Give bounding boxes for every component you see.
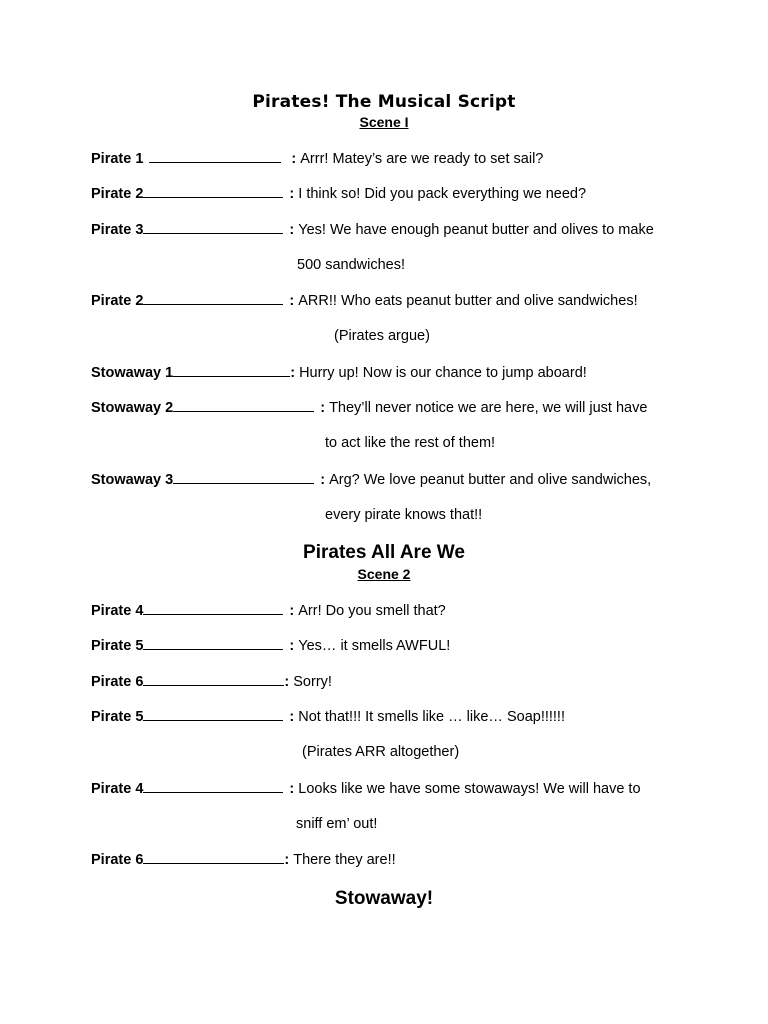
dialogue-text: Arg? We love peanut butter and olive sandwiches, xyxy=(329,472,652,488)
script-line: Pirate 6 : There they are!! xyxy=(91,849,728,869)
script-line: Pirate 4 : Arr! Do you smell that? xyxy=(91,600,728,620)
dialogue-text: They’ll never notice we are here, we will just have xyxy=(329,400,648,416)
dialogue-text: Sorry! xyxy=(293,674,332,690)
script-line: Pirate 5 : Not that!!! It smells like … like… Soap!!!!!! xyxy=(91,706,728,726)
name-blank xyxy=(143,600,283,615)
name-blank xyxy=(143,706,283,721)
dialogue-text: Yes! We have enough peanut butter and olives to make xyxy=(298,222,654,238)
speaker-name: Pirate 6 xyxy=(91,852,144,868)
dialogue-text: Not that!!! It smells like … like… Soap!!!!!! xyxy=(298,709,565,725)
speaker-name: Pirate 4 xyxy=(91,781,144,797)
script-line: Pirate 1 : Arrr! Matey’s are we ready to set sail? xyxy=(91,148,728,168)
script-line: Pirate 4 : Looks like we have some stowaways! We will have to xyxy=(91,778,728,798)
script-line: Stowaway 2 : They’ll never notice we are here, we will just have xyxy=(91,397,728,417)
name-blank xyxy=(143,290,283,305)
script-line: Stowaway 1 : Hurry up! Now is our chance to jump aboard! xyxy=(91,362,728,382)
script-line: Pirate 5 : Yes… it smells AWFUL! xyxy=(91,635,728,655)
name-blank xyxy=(143,183,283,198)
dialogue-continuation: sniff em’ out! xyxy=(296,816,378,832)
dialogue-text: I think so! Did you pack everything we need? xyxy=(298,186,587,202)
dialogue-continuation: every pirate knows that!! xyxy=(325,507,483,523)
dialogue-text: Arr! Do you smell that? xyxy=(298,603,446,619)
speaker-name: Stowaway 2 xyxy=(91,400,174,416)
page-title: Pirates! The Musical Script xyxy=(252,92,516,112)
name-blank xyxy=(143,219,283,234)
script-line: Pirate 3 : Yes! We have enough peanut butter and olives to make xyxy=(91,219,728,239)
speaker-name: Pirate 5 xyxy=(91,709,144,725)
speaker-name: Stowaway 3 xyxy=(91,472,174,488)
dialogue-text: There they are!! xyxy=(293,852,396,868)
name-blank xyxy=(173,397,314,412)
dialogue-text: ARR!! Who eats peanut butter and olive sandwiches! xyxy=(298,293,638,309)
stage-direction: (Pirates argue) xyxy=(334,328,430,344)
scene-2-label: Scene 2 xyxy=(357,566,411,582)
song-heading: Pirates All Are We xyxy=(303,542,465,563)
script-line: Pirate 2 : ARR!! Who eats peanut butter and olive sandwiches! xyxy=(91,290,728,310)
scene-1-label: Scene I xyxy=(359,114,409,130)
speaker-name: Pirate 3 xyxy=(91,222,144,238)
dialogue-text: Looks like we have some stowaways! We will have to xyxy=(298,781,641,797)
speaker-name: Pirate 2 xyxy=(91,186,144,202)
name-blank xyxy=(173,469,314,484)
speaker-name: Pirate 1 xyxy=(91,151,144,167)
dialogue-text: Hurry up! Now is our chance to jump aboard! xyxy=(299,365,587,381)
speaker-name: Pirate 6 xyxy=(91,674,144,690)
name-blank xyxy=(143,635,283,650)
name-blank xyxy=(149,148,281,163)
stage-direction: (Pirates ARR altogether) xyxy=(302,744,460,760)
name-blank xyxy=(143,778,283,793)
dialogue-continuation: 500 sandwiches! xyxy=(297,257,406,273)
name-blank xyxy=(143,849,284,864)
dialogue-continuation: to act like the rest of them! xyxy=(325,435,496,451)
script-line: Pirate 2 : I think so! Did you pack everything we need? xyxy=(91,183,728,203)
speaker-name: Stowaway 1 xyxy=(91,365,174,381)
speaker-name: Pirate 2 xyxy=(91,293,144,309)
dialogue-text: Arrr! Matey’s are we ready to set sail? xyxy=(300,151,544,167)
script-line: Stowaway 3 : Arg? We love peanut butter and olive sandwiches, xyxy=(91,469,728,489)
speaker-name: Pirate 4 xyxy=(91,603,144,619)
dialogue-text: Yes… it smells AWFUL! xyxy=(298,638,451,654)
name-blank xyxy=(173,362,290,377)
speaker-name: Pirate 5 xyxy=(91,638,144,654)
script-line: Pirate 6 : Sorry! xyxy=(91,671,728,691)
song-heading: Stowaway! xyxy=(334,888,434,909)
name-blank xyxy=(143,671,284,686)
